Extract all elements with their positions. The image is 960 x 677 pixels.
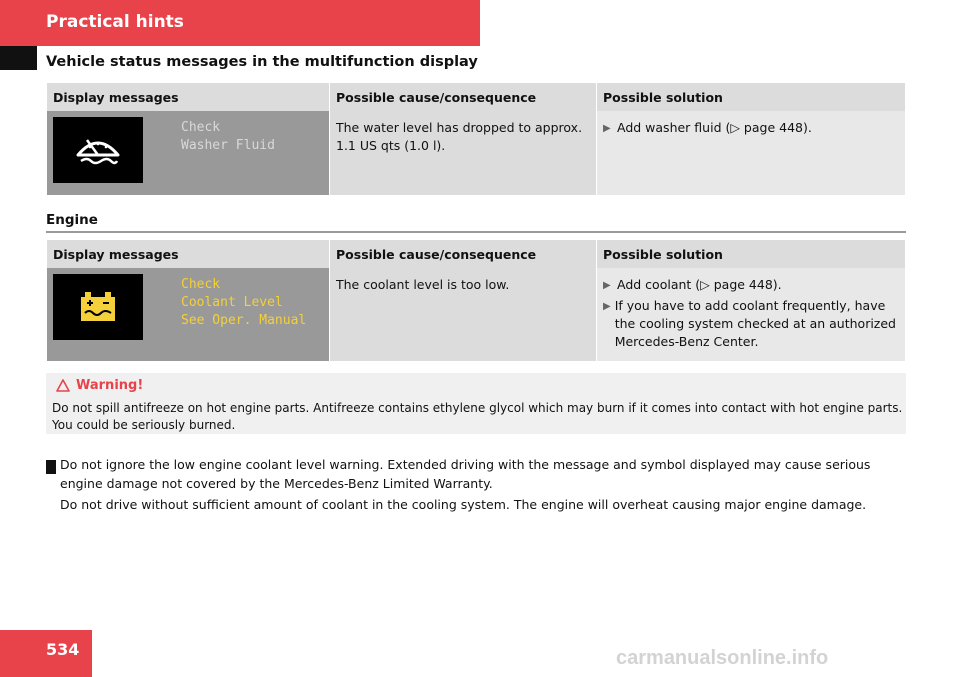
page-section-title: Practical hints [46, 12, 184, 32]
solution-cell [597, 268, 905, 361]
display-screen [53, 117, 143, 183]
washer-table [46, 83, 906, 195]
cause-cell: The coolant level is too low. [330, 268, 596, 361]
display-screen [53, 274, 143, 340]
solution-cell [597, 111, 905, 195]
display-message-text: Check Washer Fluid [181, 120, 275, 153]
warning-heading: Warning! [56, 378, 143, 393]
display-cell [47, 111, 329, 195]
display-cell [47, 268, 329, 361]
page-subtitle: Vehicle status messages in the multifunction display [46, 54, 478, 70]
table-row [47, 268, 905, 361]
col-solution-header: Possible solution [597, 83, 905, 111]
note-paragraph: Do not drive without sufficient amount of coolant in the cooling system. The engine will overheat causing major engine damage. [60, 497, 867, 512]
warning-text: Do not spill antifreeze on hot engine parts. Antifreeze contains ethylene glycol which may burn if it comes into contact with hot engine parts. You could be seriously burned. [52, 401, 903, 432]
col-solution-header: Possible solution [597, 240, 905, 268]
warning-triangle-icon [56, 379, 70, 392]
table-header-row [47, 240, 905, 268]
warning-box [46, 373, 906, 434]
display-message-text: Check Coolant Level See Oper. Manual [181, 277, 307, 328]
coolant-level-icon [78, 289, 118, 325]
corner-marker [0, 46, 37, 70]
caution-icon: ! [46, 460, 56, 474]
solution-item: ▶ Add coolant (▷ page 448). [603, 276, 899, 295]
cause-cell: The water level has dropped to approx. 1.1 US qts (1.0 l). [330, 111, 596, 195]
engine-heading: Engine [46, 212, 98, 228]
table-row [47, 111, 905, 195]
bullet-arrow-icon: ▶ [603, 280, 611, 291]
col-cause-header: Possible cause/consequence [330, 240, 596, 268]
bullet-arrow-icon: ▶ [603, 301, 611, 312]
col-display-header: Display messages [47, 83, 329, 111]
solution-item: ▶ Add washer fluid (▷ page 448). [603, 119, 899, 138]
page-number: 534 [46, 640, 80, 659]
damage-note [41, 455, 906, 514]
watermark: carmanualsonline.info [616, 647, 829, 669]
coolant-table [46, 240, 906, 361]
windshield-washer-icon [73, 131, 123, 169]
bullet-arrow-icon: ▶ [603, 123, 611, 134]
note-paragraph: Do not ignore the low engine coolant level warning. Extended driving with the message and symbol displayed may cause serious engine damage not covered by the Mercedes-Benz Limited Warranty. [60, 457, 871, 491]
col-cause-header: Possible cause/consequence [330, 83, 596, 111]
section-divider [46, 231, 906, 233]
table-header-row [47, 83, 905, 111]
col-display-header: Display messages [47, 240, 329, 268]
solution-item: ▶ If you have to add coolant frequently, have the cooling system checked at an authorized Mercedes-Benz Center. [603, 298, 896, 349]
